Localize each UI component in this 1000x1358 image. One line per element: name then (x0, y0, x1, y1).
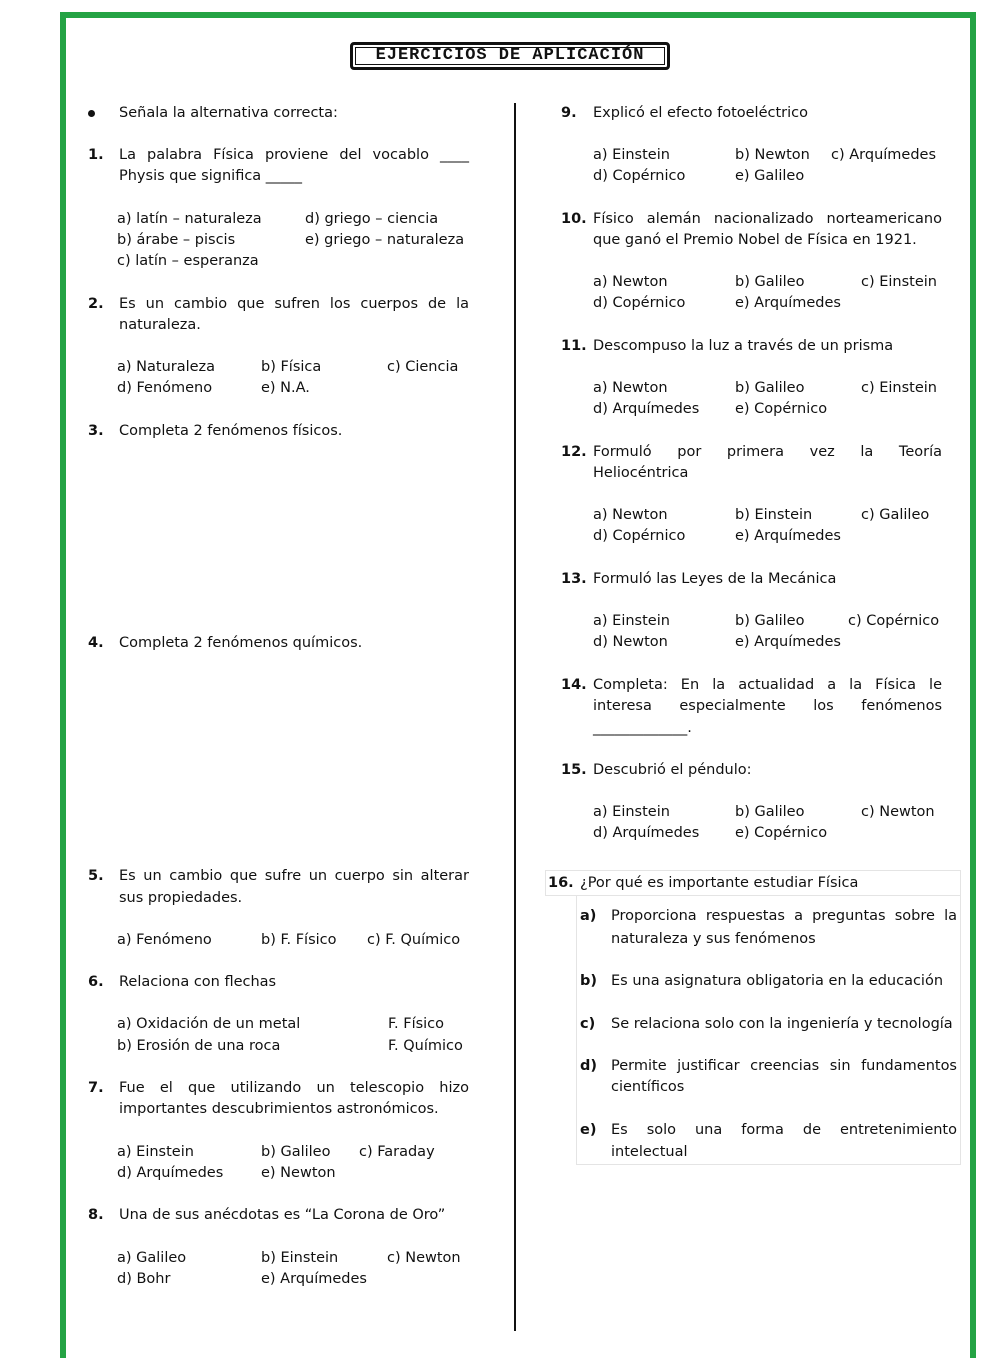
q10-text-line1: Físico alemán nacionalizado norteamericano (593, 211, 942, 227)
q13-number: 13. (561, 571, 587, 587)
q6-left-a: a) Oxidación de un metal (117, 1016, 301, 1032)
q8-option-d: d) Bohr (117, 1271, 171, 1287)
q14-blank: _____________. (593, 720, 692, 736)
q11-text: Descompuso la luz a través de un prisma (593, 338, 894, 354)
q7-option-d: d) Arquímedes (117, 1165, 224, 1181)
column-divider (514, 103, 516, 1331)
q4-number: 4. (88, 635, 104, 651)
q11-option-e: e) Copérnico (735, 401, 828, 417)
q8-option-e: e) Arquímedes (261, 1271, 367, 1287)
q10-option-d: d) Copérnico (593, 295, 686, 311)
q15-number: 15. (561, 762, 587, 778)
q7-option-a: a) Einstein (117, 1144, 194, 1160)
q16-option-e-line1: Es solo una forma de entretenimiento (611, 1122, 957, 1138)
q11-option-b: b) Galileo (735, 380, 805, 396)
q12-text-line2: Heliocéntrica (593, 465, 689, 481)
q8-option-b: b) Einstein (261, 1250, 339, 1266)
q2-text-line1: Es un cambio que sufren los cuerpos de la (119, 296, 469, 312)
q2-option-e: e) N.A. (261, 380, 310, 396)
q11-number: 11. (561, 338, 587, 354)
q9-option-d: d) Copérnico (593, 168, 686, 184)
q6-right-1: F. Físico (388, 1016, 445, 1032)
q15-option-a: a) Einstein (593, 804, 670, 820)
q10-option-c: c) Einstein (861, 274, 937, 290)
q12-option-b: b) Einstein (735, 507, 813, 523)
q5-option-a: a) Fenómeno (117, 932, 212, 948)
q12-option-d: d) Copérnico (593, 528, 686, 544)
q16-option-a-line1: Proporciona respuestas a preguntas sobre la (611, 908, 957, 924)
q8-option-a: a) Galileo (117, 1250, 187, 1266)
instruction: Señala la alternativa correcta: (119, 105, 338, 121)
q9-option-b: b) Newton (735, 147, 810, 163)
q6-number: 6. (88, 974, 104, 990)
q5-text-line2: sus propiedades. (119, 890, 243, 906)
q7-option-e: e) Newton (261, 1165, 336, 1181)
q10-option-a: a) Newton (593, 274, 668, 290)
q16-text: ¿Por qué es importante estudiar Física (580, 875, 859, 891)
q16-option-b-line1: Es una asignatura obligatoria en la educación (611, 973, 944, 989)
q15-option-e: e) Copérnico (735, 825, 828, 841)
q2-option-a: a) Naturaleza (117, 359, 216, 375)
q16-option-e-line2: intelectual (611, 1144, 688, 1160)
q16-number: 16. (548, 875, 574, 891)
q14-number: 14. (561, 677, 587, 693)
q7-number: 7. (88, 1080, 104, 1096)
q1-text-line1: La palabra Física proviene del vocablo ____ (119, 147, 469, 163)
q9-text: Explicó el efecto fotoeléctrico (593, 105, 808, 121)
q3-text: Completa 2 fenómenos físicos. (119, 423, 343, 439)
q6-right-2: F. Químico (388, 1038, 463, 1054)
q2-option-b: b) Física (261, 359, 322, 375)
q2-number: 2. (88, 296, 104, 312)
q16-option-d-line2: científicos (611, 1079, 685, 1095)
q11-option-a: a) Newton (593, 380, 668, 396)
q9-option-e: e) Galileo (735, 168, 805, 184)
q6-left-b: b) Erosión de una roca (117, 1038, 281, 1054)
q4-text: Completa 2 fenómenos químicos. (119, 635, 363, 651)
q7-option-b: b) Galileo (261, 1144, 331, 1160)
q1-option-d: d) griego – ciencia (305, 211, 439, 227)
q2-text-line2: naturaleza. (119, 317, 201, 333)
q12-option-a: a) Newton (593, 507, 668, 523)
q16-option-c-letter: c) (580, 1016, 596, 1032)
q9-number: 9. (561, 105, 577, 121)
q7-text-line2: importantes descubrimientos astronómicos. (119, 1101, 439, 1117)
q12-option-c: c) Galileo (861, 507, 930, 523)
q9-option-c: c) Arquímedes (831, 147, 937, 163)
q13-option-d: d) Newton (593, 634, 668, 650)
q2-option-c: c) Ciencia (387, 359, 459, 375)
q13-option-b: b) Galileo (735, 613, 805, 629)
q5-option-c: c) F. Químico (367, 932, 461, 948)
q16-option-d-letter: d) (580, 1058, 598, 1074)
q15-text: Descubrió el péndulo: (593, 762, 752, 778)
q15-option-b: b) Galileo (735, 804, 805, 820)
q13-option-c: c) Copérnico (848, 613, 940, 629)
q8-text: Una de sus anécdotas es “La Corona de Oro” (119, 1207, 446, 1223)
q3-number: 3. (88, 423, 104, 439)
q12-number: 12. (561, 444, 587, 460)
q10-text-line2: que ganó el Premio Nobel de Física en 1921. (593, 232, 917, 248)
q16-option-a-letter: a) (580, 908, 597, 924)
q16-option-e-letter: e) (580, 1122, 597, 1138)
q14-text-line1: Completa: En la actualidad a la Física le (593, 677, 942, 693)
q13-option-e: e) Arquímedes (735, 634, 841, 650)
q1-option-a: a) latín – naturaleza (117, 211, 262, 227)
q13-option-a: a) Einstein (593, 613, 670, 629)
q15-option-d: d) Arquímedes (593, 825, 700, 841)
q16-option-c-line1: Se relaciona solo con la ingeniería y tecnología (611, 1016, 953, 1032)
q1-option-b: b) árabe – piscis (117, 232, 236, 248)
q16-option-b-letter: b) (580, 973, 598, 989)
page-title: EJERCICIOS DE APLICACIÓN (350, 42, 670, 70)
q10-option-b: b) Galileo (735, 274, 805, 290)
q6-text: Relaciona con flechas (119, 974, 277, 990)
q11-option-d: d) Arquímedes (593, 401, 700, 417)
q12-option-e: e) Arquímedes (735, 528, 841, 544)
q12-text-line1: Formuló por primera vez la Teoría (593, 444, 942, 460)
q1-option-e: e) griego – naturaleza (305, 232, 465, 248)
q10-number: 10. (561, 211, 587, 227)
bullet-icon (88, 110, 95, 117)
q13-text: Formuló las Leyes de la Mecánica (593, 571, 837, 587)
q14-text-line2: interesa especialmente los fenómenos (593, 698, 942, 714)
q1-option-c: c) latín – esperanza (117, 253, 259, 269)
q8-option-c: c) Newton (387, 1250, 461, 1266)
q8-number: 8. (88, 1207, 104, 1223)
q7-text-line1: Fue el que utilizando un telescopio hizo (119, 1080, 469, 1096)
q5-number: 5. (88, 868, 104, 884)
q7-option-c: c) Faraday (359, 1144, 435, 1160)
q16-option-a-line2: naturaleza y sus fenómenos (611, 931, 816, 947)
q1-text-line2: Physis que significa _____ (119, 168, 303, 184)
q9-option-a: a) Einstein (593, 147, 670, 163)
q10-option-e: e) Arquímedes (735, 295, 841, 311)
q1-number: 1. (88, 147, 104, 163)
q16-option-d-line1: Permite justificar creencias sin fundamentos (611, 1058, 957, 1074)
q5-option-b: b) F. Físico (261, 932, 337, 948)
q15-option-c: c) Newton (861, 804, 935, 820)
q5-text-line1: Es un cambio que sufre un cuerpo sin alterar (119, 868, 469, 884)
q11-option-c: c) Einstein (861, 380, 937, 396)
q2-option-d: d) Fenómeno (117, 380, 213, 396)
